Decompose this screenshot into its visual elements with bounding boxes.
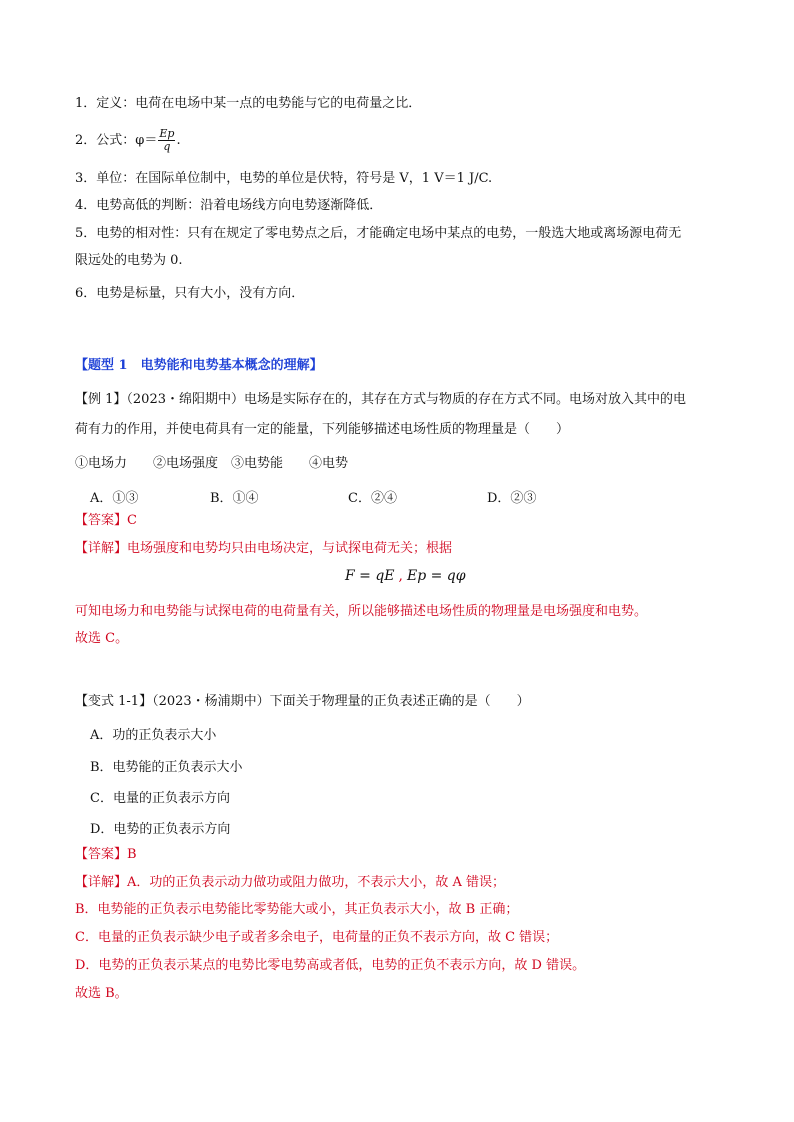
variant1-detail-d: D．电势的正负表示某点的电势比零电势高或者低，电势的正负不表示方向，故 D 错误。 [75, 958, 586, 973]
judgement-line: 4．电势高低的判断：沿着电场线方向电势逐渐降低． [75, 198, 383, 213]
example1-detail: 【详解】电场强度和电势均只由电场决定，与试探电荷无关；根据 [75, 541, 453, 556]
example1-option-b: B．①④ [210, 491, 259, 506]
example1-option-a: A．①③ [90, 491, 139, 506]
variant1-detail-b: B．电势能的正负表示电势能比零势能大或小，其正负表示大小，故 B 正确； [75, 902, 519, 917]
example1-option-d: D．②③ [487, 491, 537, 506]
formula-suffix: . [176, 133, 181, 148]
example1-question: 【例 1】（2023・绵阳期中）电场是实际存在的，其存在方式与物质的存在方式不同。电场对放入其中的电 [75, 392, 686, 407]
variant1-detail-a: 【详解】A．功的正负表示动力做功或阻力做功，不表示大小，故 A 错误； [75, 875, 506, 890]
formula-energy: Ep = qφ [406, 568, 466, 584]
variant1-option-a: A．功的正负表示大小 [90, 728, 217, 743]
example1-detail-cont: 可知电场力和电势能与试探电荷的电荷量有关，所以能够描述电场性质的物理量是电场强度和电势。 [75, 604, 648, 619]
variant1-option-d: D．电势的正负表示方向 [90, 822, 231, 837]
formula-prefix: 2．公式：φ＝ [75, 133, 158, 148]
unit-line: 3．单位：在国际单位制中，电势的单位是伏特，符号是 V，1 V＝1 J/C. [75, 171, 493, 186]
example1-option-c: C．②④ [348, 491, 397, 506]
fraction-denominator: q [163, 140, 171, 153]
formula-line [75, 128, 181, 153]
relativity-line-cont: 限远处的电势为 0. [75, 253, 183, 268]
section-title: 【题型 1 电势能和电势基本概念的理解】 [75, 358, 323, 373]
example1-conclusion: 故选 C。 [75, 631, 129, 646]
example1-answer: 【答案】C [75, 513, 137, 528]
variant1-question: 【变式 1-1】（2023・杨浦期中）下面关于物理量的正负表述正确的是（ ） [75, 694, 530, 709]
variant1-conclusion: 故选 B。 [75, 986, 128, 1001]
formula-separator: , [398, 568, 403, 584]
potential-fraction [158, 128, 175, 153]
example1-items: ①电场力 ②电场强度 ③电势能 ④电势 [75, 456, 349, 471]
variant1-answer: 【答案】B [75, 847, 137, 862]
variant1-option-b: B．电势能的正负表示大小 [90, 760, 243, 775]
variant1-option-c: C．电量的正负表示方向 [90, 791, 230, 806]
variant1-detail-c: C．电量的正负表示缺少电子或者多余电子，电荷量的正负不表示方向，故 C 错误； [75, 930, 559, 945]
definition-line: 1．定义：电荷在电场中某一点的电势能与它的电荷量之比． [75, 96, 422, 111]
example1-question-cont: 荷有力的作用，并使电荷具有一定的能量，下列能够描述电场性质的物理量是（ ） [75, 422, 570, 437]
formula-force: F = qE [345, 568, 395, 584]
fraction-numerator: Ep [159, 127, 175, 140]
scalar-line: 6．电势是标量，只有大小，没有方向． [75, 286, 305, 301]
relativity-line: 5．电势的相对性：只有在规定了零电势点之后，才能确定电场中某点的电势，一般选大地或离场源电荷无 [75, 226, 682, 241]
example1-formula [345, 568, 466, 584]
